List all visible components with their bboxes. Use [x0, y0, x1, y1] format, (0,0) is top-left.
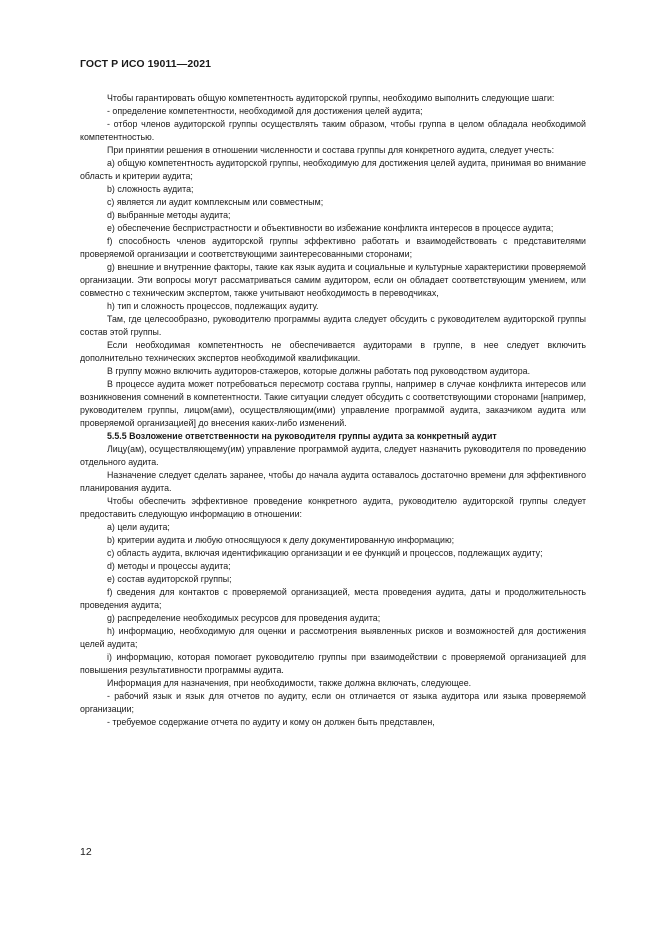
list-item: - определение компетентности, необходимой для достижения целей аудита;: [107, 106, 423, 116]
list-item: h) тип и сложность процессов, подлежащих аудиту.: [107, 301, 319, 311]
paragraph: В группу можно включить аудиторов-стажеров, которые должны работать под руководством аудитора.: [107, 366, 531, 376]
list-item: d) методы и процессы аудита;: [107, 561, 231, 571]
section-heading: 5.5.5 Возложение ответственности на руководителя группы аудита за конкретный аудит: [107, 431, 497, 441]
list-item: f) способность членов аудиторской группы эффективно работать и взаимодействовать с представителями проверяемой организации и соответствующими заинтересованными сторонами;: [80, 236, 586, 259]
list-item: с) область аудита, включая идентификацию организации и ее функций и процессов, подлежащих аудиту;: [107, 548, 543, 558]
paragraph: Там, где целесообразно, руководителю программы аудита следует обсудить с руководителем аудиторской группы состав этой группы.: [80, 314, 586, 337]
paragraph: Информация для назначения, при необходимости, также должна включать, следующее.: [107, 678, 472, 688]
list-item: е) состав аудиторской группы;: [107, 574, 232, 584]
paragraph: При принятии решения в отношении численности и состава группы для конкретного аудита, следует учесть:: [107, 145, 555, 155]
paragraph: В процессе аудита может потребоваться пересмотр состава группы, например в случае конфликта интересов или возникновения сомнений в компетентности. Такие ситуации следует обсудить с соответствующими сторонами [например, руководителем группы, лицом(ами), осуществляющим(ими) управление программой аудита, заказчиком аудита или проверяемой организацией] до внесения каких-либо изменений.: [80, 379, 586, 428]
list-item: с) является ли аудит комплексным или совместным;: [107, 197, 324, 207]
paragraph: Лицу(ам), осуществляющему(им) управление программой аудита, следует назначить руководителя по проведению отдельного аудита.: [80, 444, 586, 467]
list-item: i) информацию, которая помогает руководителю группы при взаимодействии с проверяемой организацией для повышения результативности программы аудита.: [80, 652, 586, 675]
list-item: h) информацию, необходимую для оценки и рассмотрения выявленных рисков и возможностей для достижения целей аудита;: [80, 626, 586, 649]
list-item: - требуемое содержание отчета по аудиту и кому он должен быть представлен,: [107, 717, 435, 727]
page-number: 12: [80, 846, 92, 858]
paragraph: Назначение следует сделать заранее, чтобы до начала аудита оставалось достаточно времени для эффективного планирования аудита.: [80, 470, 586, 493]
list-item: - отбор членов аудиторской группы осуществлять таким образом, чтобы группа в целом обладала необходимой компетентностью.: [80, 119, 586, 142]
document-header: ГОСТ Р ИСО 19011—2021: [80, 58, 212, 70]
list-item: а) цели аудита;: [107, 522, 170, 532]
paragraph: Если необходимая компетентность не обеспечивается аудиторами в группе, в нее следует включить дополнительно технических экспертов необходимой квалификации.: [80, 340, 586, 363]
list-item: g) внешние и внутренние факторы, такие как язык аудита и социальные и культурные характеристики проверяемой организации. Эти вопросы могут рассматриваться самим аудитором, если он обладает соответствующим умением, или совместно с техническим экспертом, также учитывают необходимость в переводчиках,: [80, 262, 586, 298]
list-item: g) распределение необходимых ресурсов для проведения аудита;: [107, 613, 381, 623]
paragraph: Чтобы гарантировать общую компетентность аудиторской группы, необходимо выполнить следующие шаги:: [107, 93, 555, 103]
document-body: [80, 92, 586, 729]
paragraph: Чтобы обеспечить эффективное проведение конкретного аудита, руководителю аудиторской группы следует предоставить следующую информацию в отношении:: [80, 496, 586, 519]
list-item: f) сведения для контактов с проверяемой организацией, места проведения аудита, даты и продолжительность проведения аудита;: [80, 587, 586, 610]
list-item: b) критерии аудита и любую относящуюся к делу документированную информацию;: [107, 535, 455, 545]
list-item: а) общую компетентность аудиторской группы, необходимую для достижения целей аудита, принимая во внимание область и критерии аудита;: [80, 158, 586, 181]
list-item: - рабочий язык и язык для отчетов по аудиту, если он отличается от языка аудитора или языка проверяемой организации;: [80, 691, 586, 714]
list-item: b) сложность аудита;: [107, 184, 194, 194]
list-item: е) обеспечение беспристрастности и объективности во избежание конфликта интересов в процессе аудита;: [107, 223, 554, 233]
list-item: d) выбранные методы аудита;: [107, 210, 231, 220]
